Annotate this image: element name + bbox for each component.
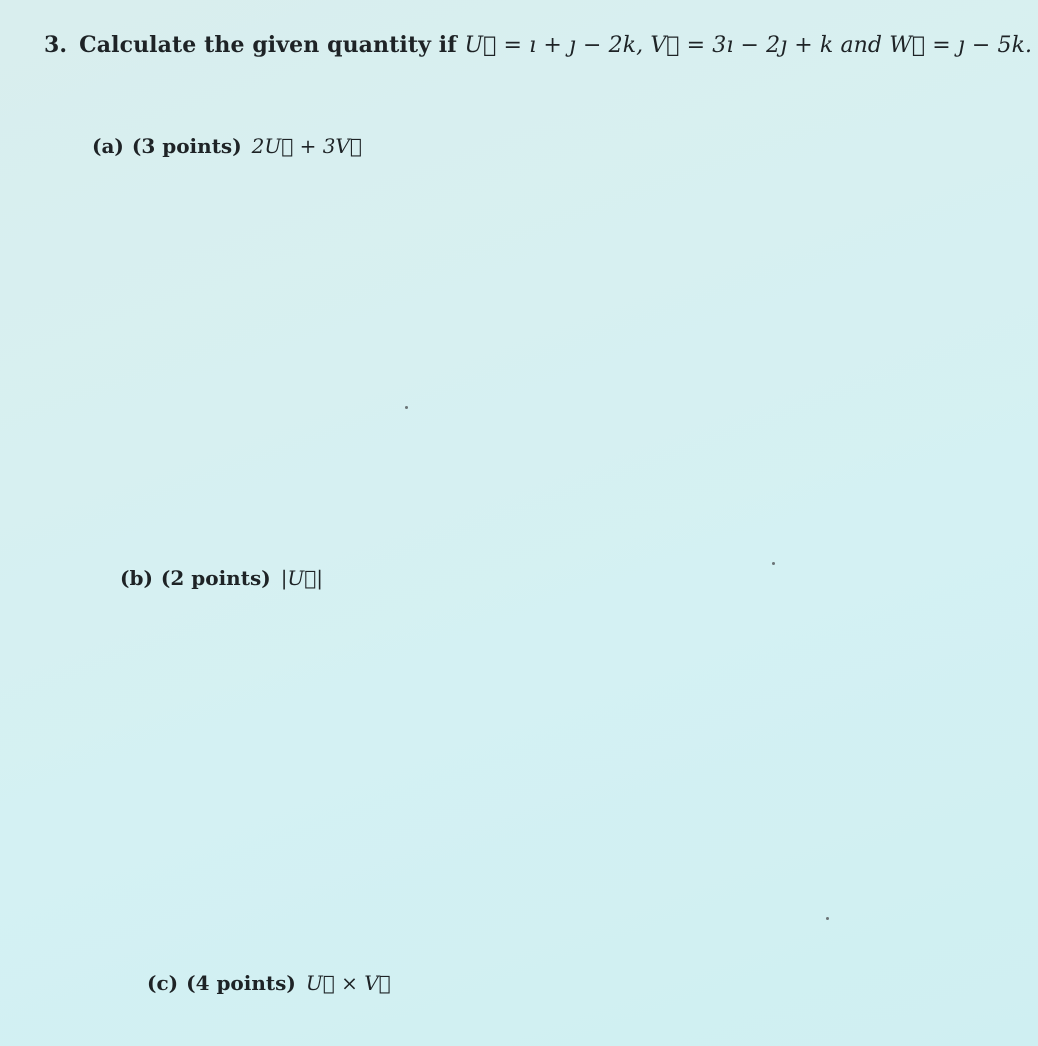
- question-number: 3.: [44, 32, 68, 58]
- part-b-points: (2 points): [160, 566, 271, 590]
- part-b-expression: |U⃗|: [280, 566, 324, 590]
- paper-speck: [405, 406, 408, 409]
- part-c: [147, 971, 391, 995]
- question-header: [44, 32, 1033, 58]
- part-a: [92, 134, 362, 158]
- part-a-expression: 2U⃗ + 3V⃗: [251, 134, 362, 158]
- part-b-label: (b): [120, 566, 153, 590]
- paper-speck: [772, 562, 775, 565]
- part-a-label: (a): [92, 134, 124, 158]
- part-b: [120, 566, 323, 590]
- question-prompt: Calculate the given quantity if: [79, 32, 457, 58]
- paper-speck: [826, 917, 829, 920]
- part-a-points: (3 points): [131, 134, 242, 158]
- vector-definitions: U⃗ = ı + ȷ − 2k, V⃗ = 3ı − 2ȷ + k and W⃗ = ȷ − 5k.: [464, 33, 1033, 58]
- part-c-label: (c): [147, 971, 179, 995]
- part-c-points: (4 points): [186, 971, 296, 995]
- part-c-expression: U⃗ × V⃗: [305, 971, 391, 995]
